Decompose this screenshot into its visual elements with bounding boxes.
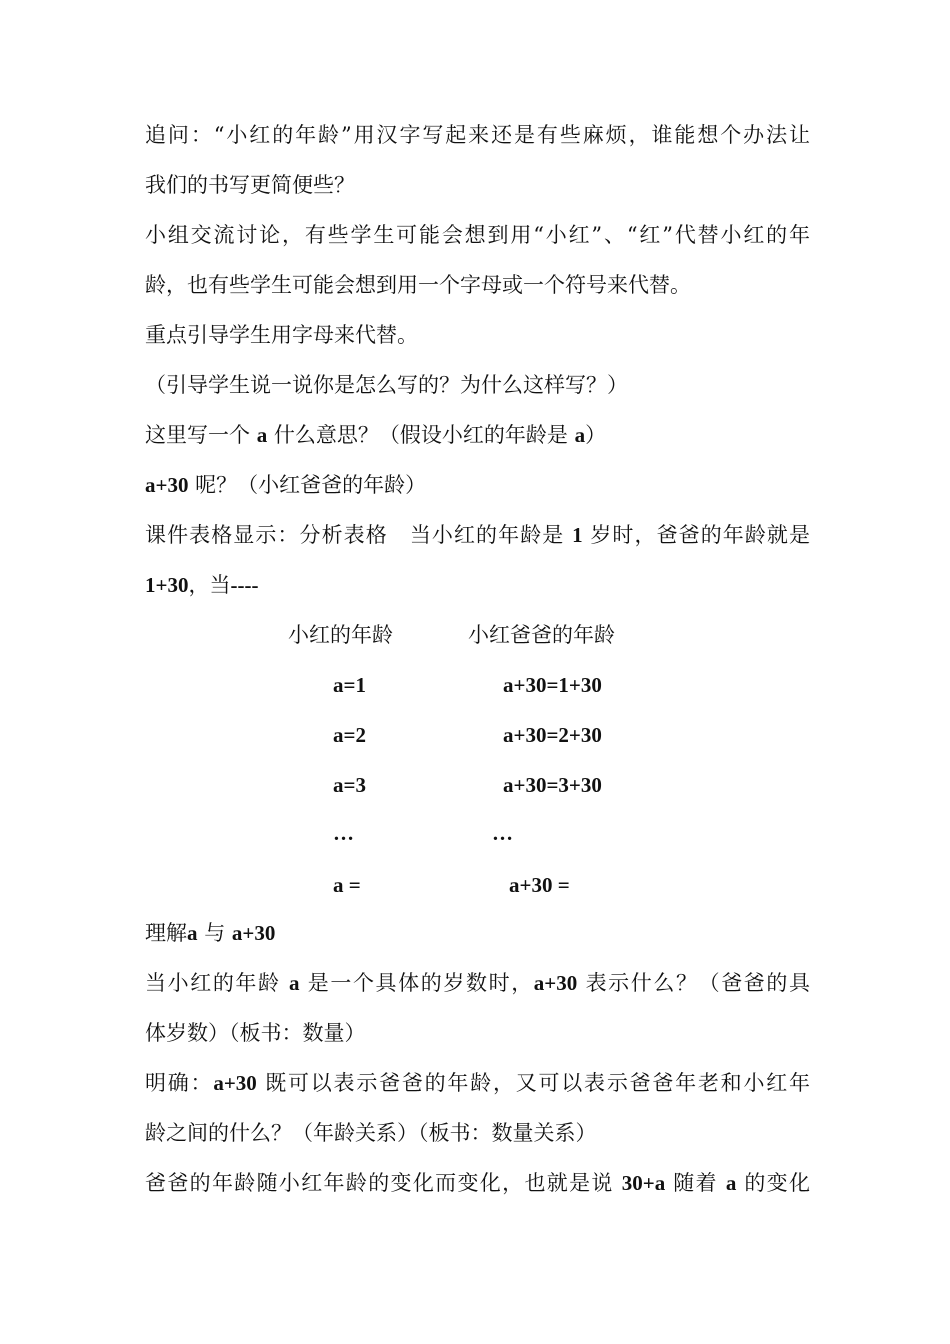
table-header-left: 小红的年龄: [288, 623, 393, 647]
paragraph-line: 课件表格显示：分析表格 当小红的年龄是 1 岁时，爸爸的年龄就是: [145, 523, 810, 547]
table-cell-right: a+30=1+30: [503, 673, 602, 697]
paragraph-line: a+30 呢？（小红爸爸的年龄）: [145, 473, 427, 497]
paragraph-line: （引导学生说一说你是怎么写的？为什么这样写？）: [145, 373, 628, 397]
paragraph-line: 体岁数）（板书：数量）: [145, 1021, 366, 1045]
table-header-right: 小红爸爸的年龄: [468, 623, 615, 647]
table-cell-left: a=1: [333, 673, 366, 697]
paragraph-line: 我们的书写更简便些？: [145, 173, 355, 197]
paragraph-line: 明确：a+30 既可以表示爸爸的年龄，又可以表示爸爸年老和小红年: [145, 1071, 810, 1095]
paragraph-line: 1+30，当----: [145, 573, 259, 597]
paragraph-line: 爸爸的年龄随小红年龄的变化而变化，也就是说 30+a 随着 a 的变化: [145, 1171, 810, 1195]
paragraph-line: 当小红的年龄 a 是一个具体的岁数时，a+30 表示什么？（爸爸的具: [145, 971, 811, 995]
paragraph-line: 龄之间的什么？（年龄关系）（板书：数量关系）: [145, 1121, 597, 1145]
paragraph-line: 追问：“小红的年龄”用汉字写起来还是有些麻烦，谁能想个办法让: [145, 123, 810, 147]
table-cell-right: a+30 =: [509, 873, 570, 897]
paragraph-line: 理解a 与 a+30: [145, 921, 276, 945]
paragraph-line: 龄，也有些学生可能会想到用一个字母或一个符号来代替。: [145, 273, 691, 297]
table-cell-right: …: [492, 821, 513, 845]
table-cell-left: a =: [333, 873, 361, 897]
table-cell-left: a=2: [333, 723, 366, 747]
paragraph-line: 小组交流讨论，有些学生可能会想到用“小红”、“红”代替小红的年: [145, 223, 810, 247]
paragraph-line: 这里写一个 a 什么意思？（假设小红的年龄是 a）: [145, 423, 607, 447]
table-cell-left: a=3: [333, 773, 366, 797]
paragraph-line: 重点引导学生用字母来代替。: [145, 323, 418, 347]
table-cell-left: …: [333, 821, 354, 845]
table-cell-right: a+30=3+30: [503, 773, 602, 797]
table-cell-right: a+30=2+30: [503, 723, 602, 747]
